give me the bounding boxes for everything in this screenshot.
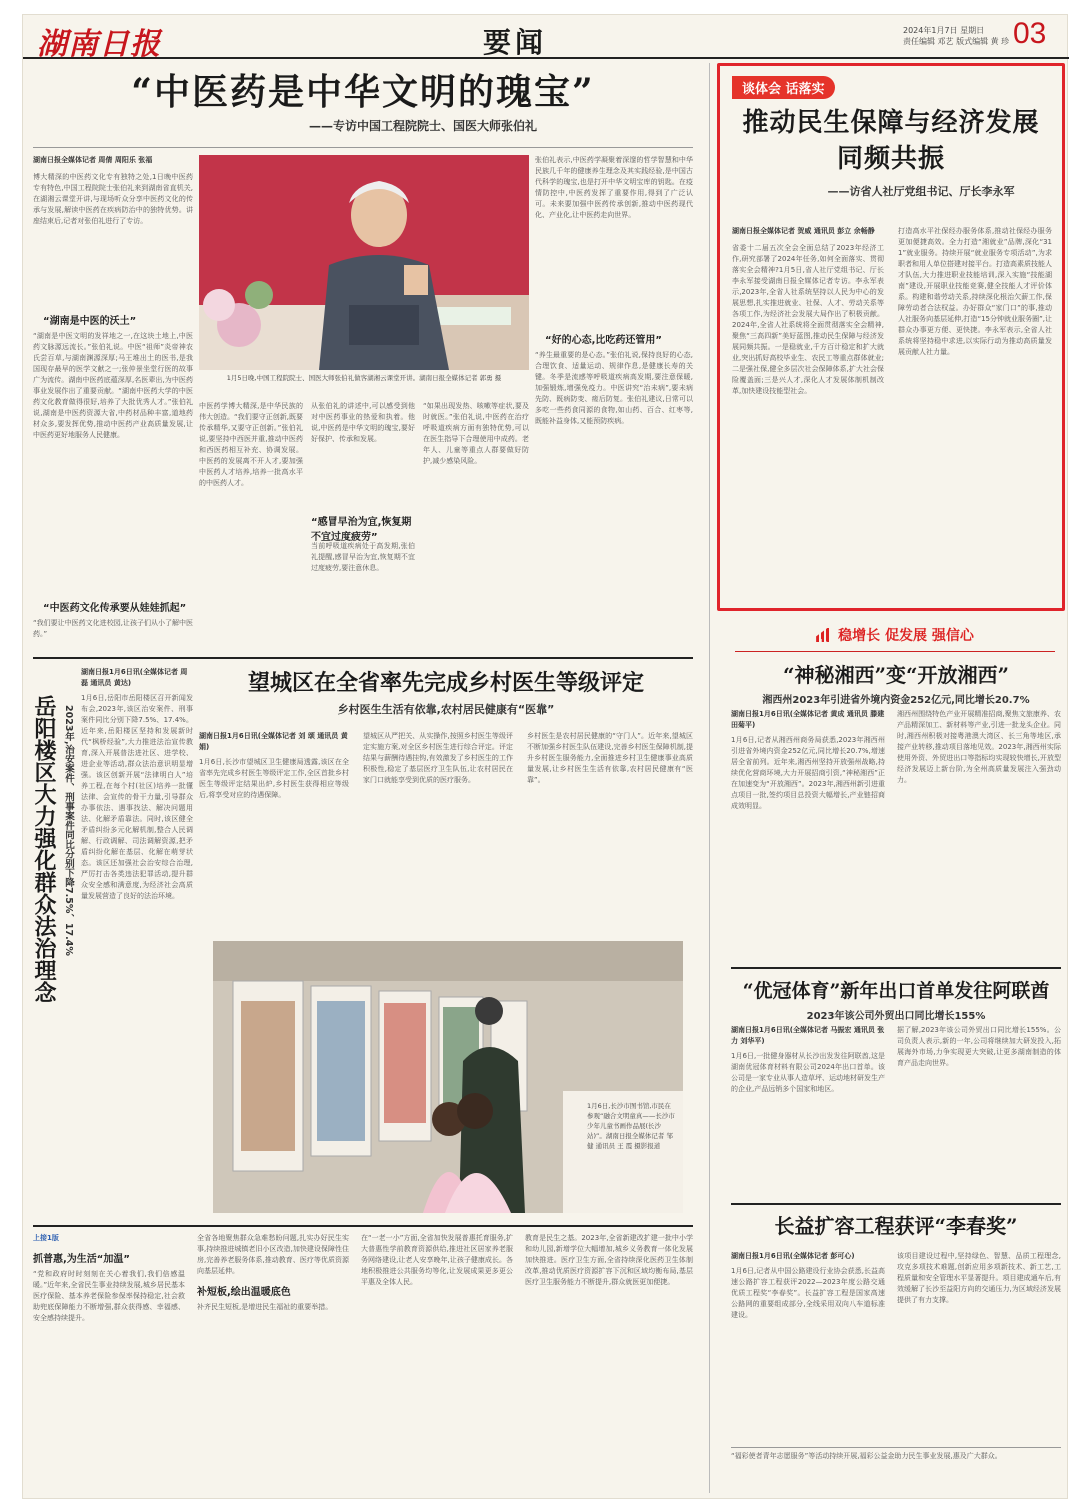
redbox-byline: 湖南日报全媒体记者 贺威 通讯员 彭立 余畅静 <box>732 227 875 235</box>
xiangxi-body-2: 湘西州围绕特色产业开展精准招商,聚焦文旅康养、农产品精深加工、新材料等产业,引进一批龙头企业。同时,湘西州积极对接粤港澳大湾区、长三角等地区,承接产业转移,推动项目落地见效。2023年,湘西州实际使用外资、外贸进出口等指标均实现较快增长,开放型经济发展迈上新台阶,为全州高质量发展注入强劲动力。 <box>897 710 1061 784</box>
exhibition-photo-caption: 1月6日,长沙市图书馆,市民在参观“融合文明童真——长沙市少年儿童书画作品展(长沙站)”。湖南日报全媒体记者 邹健 通讯员 王 霞 摄影报道 <box>587 1102 675 1150</box>
xiangxi-byline: 湖南日报1月6日讯(全媒体记者 黄成 通讯员 滕建 田菊平) <box>731 710 885 729</box>
continued-column-2 <box>197 1233 349 1495</box>
lead-subtitle: ——专访中国工程院院士、国医大师张伯礼 <box>308 119 537 133</box>
redbox-body-2: 打造高水平社保经办服务体系,推动社保经办服务更加便捷高效。全力打造“湘就业”品牌,深化“311”就业服务。持续开展“就业服务专项活动”,为求职者和用人单位搭建对接平台。打造高素质技能人才队伍,大力推进职业技能培训,深入实施“技能湖南”建设,开展职业技能竞赛,健全技能人才评价体系。构建和谐劳动关系,持续深化根治欠薪工作,保障劳动者合法权益。办好群众“家门口”的事,推动人社服务向基层延伸,打造“15分钟就业服务圈”,让群众办事更方便、更快捷。李永军表示,全省人社系统将坚持稳中求进,以实际行动为推动高质量发展贡献人社力量。 <box>898 227 1052 356</box>
wangcheng-body-1: 1月6日,长沙市望城区卫生健康局透露,该区在全省率先完成乡村医生等级评定工作,全区首批乡村医生等级评定结果出炉,乡村医生获得相应等级后,将享受对应的待遇保障。 <box>199 758 349 799</box>
lead-photo <box>199 155 529 370</box>
issue-editors: 责任编辑 邓艺 版式编辑 黄 珍 <box>903 37 1010 46</box>
changyi-body-1: 1月6日,记者从中国公路建设行业协会获悉,长益高速公路扩容工程获评2022—2023年度公路交通优质工程奖“李春奖”。长益扩容工程是国家高速公路网的重要组成部分,全线采用双向八车道标准建设。 <box>731 1267 885 1319</box>
newspaper-logo: 湖南日报 <box>37 27 161 62</box>
wangcheng-byline: 湖南日报1月6日讯(全媒体记者 刘 颂 通讯员 黄 娟) <box>199 732 348 751</box>
continued-heading-1: 抓普惠,为生活“加温” <box>33 1254 130 1265</box>
youguan-body-1: 1月6日,一批健身器材从长沙出发发往阿联酋,这是湖南优冠体育材料有限公司2024年出口首单。该公司是一家专业从事人造草坪、运动地材研发生产的企业,产品远销多个国家和地区。 <box>731 1052 885 1093</box>
bar-chart-icon <box>816 628 832 642</box>
xiangxi-subtitle: 湘西州2023年引进省外境内资金252亿元,同比增长20.7% <box>762 695 1030 706</box>
continued-column-1 <box>33 1233 185 1495</box>
redbox-column-2 <box>898 226 1052 606</box>
wangcheng-body <box>199 731 693 927</box>
lead-body-3: “我们要让中医药文化进校园,让孩子们从小了解中医药。” <box>33 619 193 638</box>
featured-interview-box <box>717 63 1065 611</box>
continued-body-1: “党和政府时时刻刻在关心着我们,我们倍感温暖。”近年来,全省民生事业持续发展,城乡居民基本医疗保险、基本养老保险参保率保持稳定,社会救助兜底保障能力不断增强,群众获得感、幸福感、安全感持续提升。 <box>33 1270 185 1322</box>
redbox-body-1: 省委十二届五次全会全面总结了2023年经济工作,研究部署了2024年任务,如何全面落实、贯彻落实全会精神?1月5日,省人社厅党组书记、厅长李永军接受湖南日报全媒体记者专访。李永军表示,2023年,全省人社系统坚持以人民为中心的发展思想,扎实推进就业、社保、人才、劳动关系等各项工作,为经济社会发展大局作出了积极贡献。2024年,全省人社系统将全面贯彻落实全会精神,聚焦“三高四新”美好蓝图,推动民生保障与经济发展同频共振。一是稳就业,千方百计稳定和扩大就业,突出抓好高校毕业生、农民工等重点群体就业;二是强社保,健全多层次社会保障体系,扩大社会保险覆盖面;三是兴人才,深化人才发展体制机制改革,加快建设技能型社会。 <box>732 244 884 395</box>
lead-photo-illustration <box>199 155 529 370</box>
wangcheng-headline-block <box>199 667 693 727</box>
yueyang-body <box>81 667 193 1227</box>
lead-photo-caption: 1月5日晚,中国工程院院士、国医大师张伯礼做客湖湘云课堂开讲。湖南日报全媒体记者 郭勇 摄 <box>226 374 502 382</box>
continued-column-3 <box>361 1233 513 1495</box>
yueyang-subtitle: 2023年,治安案件、刑事案件同比分别下降7.5%、17.4% <box>63 705 74 956</box>
wangcheng-column-2 <box>363 731 513 927</box>
yueyang-title: 岳阳楼区大力强化群众法治理念 <box>31 695 57 1003</box>
page-number: 03 <box>1013 17 1047 50</box>
lead-byline: 湖南日报全媒体记者 周倩 周阳乐 张福 <box>33 156 153 164</box>
continued-column-4 <box>525 1233 693 1495</box>
xiangxi-story <box>731 661 1061 961</box>
yueyang-byline: 湖南日报1月6日讯(全媒体记者 周磊 通讯员 黄达) <box>81 668 188 687</box>
masthead <box>23 15 1069 62</box>
bottom-right-brief <box>731 1451 1061 1495</box>
lead-subhead-4: “感冒早治为宜,恢复期不宜过度疲劳” <box>311 517 412 543</box>
wangcheng-subtitle: 乡村医生生活有依靠,农村居民健康有“医靠” <box>337 703 555 716</box>
lead-body-4: 张伯礼表示,中医药学凝聚着深邃的哲学智慧和中华民族几千年的健康养生理念及其实践经验,是中国古代科学的瑰宝,也是打开中华文明宝库的钥匙。在疫情防控中,中医药发挥了重要作用,得到了广泛认可。未来要加强中医药传承创新,推动中医药现代化、产业化,让中医药走向世界。 <box>535 156 693 219</box>
continued-story <box>33 1233 693 1495</box>
youguan-column-2 <box>897 1025 1061 1195</box>
lead-body-7: 从张伯礼的讲述中,可以感受到他对中医药事业的热爱和执着。他说,中医药是中华文明的瑰宝,要好好保护、传承和发展。 <box>311 402 415 443</box>
exhibition-photo <box>213 941 683 1213</box>
youguan-title: “优冠体育”新年出口首单发往阿联酋 <box>742 980 1050 1002</box>
continued-heading-2: 补短板,绘出温暖底色 <box>197 1287 291 1298</box>
xiangxi-column-2 <box>897 709 1061 959</box>
youguan-story <box>731 977 1061 1197</box>
lead-column-4 <box>535 155 693 650</box>
lead-body-9: “如果出现发热、咳嗽等症状,要及时就医。”张伯礼说,中医药在治疗呼吸道疾病方面有独特优势,可以在医生指导下合理使用中成药。老年人、儿童等重点人群要做好防护,减少感染风险。 <box>423 402 529 465</box>
changyi-column-2 <box>897 1251 1061 1441</box>
xiangxi-title: “神秘湘西”变“开放湘西” <box>782 663 1009 687</box>
xiangxi-column-1 <box>731 709 885 959</box>
lead-title: “中医药是中华文明的瑰宝” <box>131 71 595 113</box>
lead-body-1: 博大精深的中医药文化专有独特之处,1日晚中医药专有特色,中国工程院院士张伯礼来到湖南省直机关,在湖湘云课堂开讲,与现场听众分享中医药文化的传承与发展,解读中医药在疾病防治中的独特优势。讲座结束后,记者对张伯礼进行了专访。 <box>33 173 193 225</box>
wangcheng-body-2: 望城区从严把关、从实操作,按照乡村医生等级评定实施方案,对全区乡村医生进行综合评定。评定结果与薪酬待遇挂钩,有效激发了乡村医生的工作积极性,稳定了基层医疗卫生队伍,让农村居民在家门口就能享受到优质的医疗服务。 <box>363 732 513 784</box>
yueyang-body-1: 1月6日,岳阳市岳阳楼区召开新闻发布会,2023年,该区治安案件、刑事案件同比分别下降7.5%、17.4%。近年来,岳阳楼区坚持和发展新时代“枫桥经验”,大力推进法治宣传教育,深入开展普法进社区、进学校、进企业等活动,群众法治意识明显增强。该区创新开展“法律明白人”培养工程,在每个村(社区)培养一批懂法律、会宣传的骨干力量,引导群众办事依法、遇事找法、解决问题用法、化解矛盾靠法。同时,该区健全矛盾纠纷多元化解机制,整合人民调解、行政调解、司法调解资源,把矛盾纠纷化解在基层、化解在萌芽状态。该区还加强社会治安综合治理,严厉打击各类违法犯罪活动,提升群众安全感和满意度,为经济社会高质量发展营造了良好的法治环境。 <box>81 694 193 900</box>
continued-marker: 上接1版 <box>33 1234 59 1242</box>
changyi-body-2: 该项目建设过程中,坚持绿色、智慧、品质工程理念,攻克多项技术难题,创新应用多项新技术、新工艺,工程质量和安全管理水平显著提升。项目建成通车后,有效缓解了长沙至益阳方向的交通压力,为区域经济发展提供了有力支撑。 <box>897 1252 1061 1304</box>
lead-subhead-1: “湖南是中医的沃土” <box>43 316 137 327</box>
changyi-story <box>731 1211 1061 1441</box>
continued-body-3: 补齐民生短板,是增进民生福祉的重要举措。 <box>197 1303 333 1311</box>
lead-body-8: 当前呼吸道疾病处于高发期,张伯礼提醒,感冒早治为宜,恢复期不宜过度疲劳,要注意休息。 <box>311 542 415 572</box>
youguan-column-1 <box>731 1025 885 1195</box>
section-name: 要闻 <box>483 26 548 59</box>
wangcheng-column-3 <box>527 731 693 927</box>
changyi-byline: 湖南日报1月6日讯(全媒体记者 彭可心) <box>731 1252 855 1260</box>
continued-body-2: 全省各地聚焦群众急难愁盼问题,扎实办好民生实事,持续推进城镇老旧小区改造,加快建设保障性住房,完善养老服务体系,推动教育、医疗等优质资源向基层延伸。 <box>197 1234 349 1275</box>
youguan-subtitle: 2023年该公司外贸出口同比增长155% <box>806 1011 986 1022</box>
bottom-right-brief-text: “福彩使者青年志愿服务”等活动持续开展,福彩公益金助力民生事业发展,惠及广大群众。 <box>731 1452 1002 1460</box>
lead-body-2: “湖南是中医文明的发祥地之一,在这块土地上,中医药文脉源远流长。”张伯礼说。中医“祖师”炎帝神农氏尝百草,与湖南渊源深厚;马王堆出土的医书,是我国现存最早的医学文献之一;张仲景坐堂行医的故事广为流传。湖南中医药底蕴深厚,名医辈出,为中医药事业发展作出了重要贡献。“湖南中医药大学的中医药文化教育做得很好,培养了大批优秀人才。”张伯礼说,湖南是中医药资源大省,中药材品种丰富,道地药材众多,要发挥优势,推动中医药产业高质量发展,让中医药更好地服务人民健康。 <box>33 332 193 439</box>
redbox-subtitle: ——访省人社厅党组书记、厅长李永军 <box>827 185 1015 198</box>
xiangxi-body-1: 1月6日,记者从湘西州商务局获悉,2023年湘西州引进省外境内资金252亿元,同比增长20.7%,增速居全省前列。近年来,湘西州坚持开放强州战略,持续优化营商环境,大力开展招商引资,“神秘湘西”正在加速变为“开放湘西”。2023年,湘西州新引进重点项目一批,签约项目总投资大幅增长,产业链招商成效明显。 <box>731 736 885 810</box>
redbox-body <box>732 226 1052 606</box>
issue-meta <box>903 25 1013 47</box>
changyi-title: 长益扩容工程获评“李春奖” <box>774 1214 1018 1238</box>
lead-columns-under-photo <box>199 401 529 651</box>
series-banner-text: 稳增长 促发展 强信心 <box>838 628 974 644</box>
column-tag: 谈体会 话落实 <box>732 76 835 99</box>
lead-subhead-3: “好的心态,比吃药还管用” <box>545 335 662 346</box>
lead-column-1 <box>33 155 193 650</box>
lead-body-6: 中医药学博大精深,是中华民族的伟大创造。“我们要守正创新,既要传承精华,又要守正创新。”张伯礼说,要坚持中西医并重,推动中医药和西医药相互补充、协调发展。中医药的发展离不开人才,要加强中医药人才培养,培养一批高水平的中医药人才。 <box>199 402 303 487</box>
redbox-title: 推动民生保障与经济发展同频共振 <box>742 108 1040 174</box>
redbox-column-1 <box>732 226 884 606</box>
continued-body-5: 教育是民生之基。2023年,全省新建改扩建一批中小学和幼儿园,新增学位大幅增加,城乡义务教育一体化发展加快推进。医疗卫生方面,全省持续深化医药卫生体制改革,推动优质医疗资源扩容下沉和区域均衡布局,基层医疗卫生服务能力不断提升,群众就医更加便捷。 <box>525 1234 693 1286</box>
youguan-byline: 湖南日报1月6日讯(全媒体记者 马振宏 通讯员 张力 刘华平) <box>731 1026 885 1045</box>
wangcheng-body-3: 乡村医生是农村居民健康的“守门人”。近年来,望城区不断加强乡村医生队伍建设,完善乡村医生保障机制,提升乡村医生服务能力,全面推进乡村卫生健康事业高质量发展,让乡村医生生活有依靠,农村居民健康有“医靠”。 <box>527 732 693 784</box>
lead-body-5: “养生最重要的是心态。”张伯礼说,保持良好的心态,合理饮食、适量运动、规律作息,是健康长寿的关键。冬季是流感等呼吸道疾病高发期,要注意保暖,加强锻炼,增强免疫力。中医讲究“治未病”,要未病先防、既病防变、瘥后防复。张伯礼建议,日常可以多吃一些药食同源的食物,如山药、百合、红枣等,既能补益身体,又能预防疾病。 <box>535 351 693 425</box>
changyi-column-1 <box>731 1251 885 1441</box>
youguan-body-2: 据了解,2023年该公司外贸出口同比增长155%。公司负责人表示,新的一年,公司将继续加大研发投入,拓展海外市场,力争实现更大突破,让更多湖南制造的体育产品走向世界。 <box>897 1026 1061 1067</box>
continued-body-4: 在“一老一小”方面,全省加快发展普惠托育服务,扩大普惠性学前教育资源供给,推进社区居家养老服务网络建设,让老人安享晚年,让孩子健康成长。各地积极推进公共服务均等化,让发展成果更多更公平惠及全体人民。 <box>361 1234 513 1286</box>
wangcheng-column-1 <box>199 731 349 927</box>
wangcheng-title: 望城区在全省率先完成乡村医生等级评定 <box>247 670 644 696</box>
issue-date: 2024年1月7日 星期日 <box>903 26 985 35</box>
lead-headline-block <box>33 69 693 141</box>
lead-subhead-2: “中医药文化传承要从娃娃抓起” <box>43 603 187 614</box>
series-banner <box>735 625 1055 649</box>
exhibition-photo-illustration <box>213 941 683 1213</box>
newspaper-page <box>22 14 1068 1499</box>
